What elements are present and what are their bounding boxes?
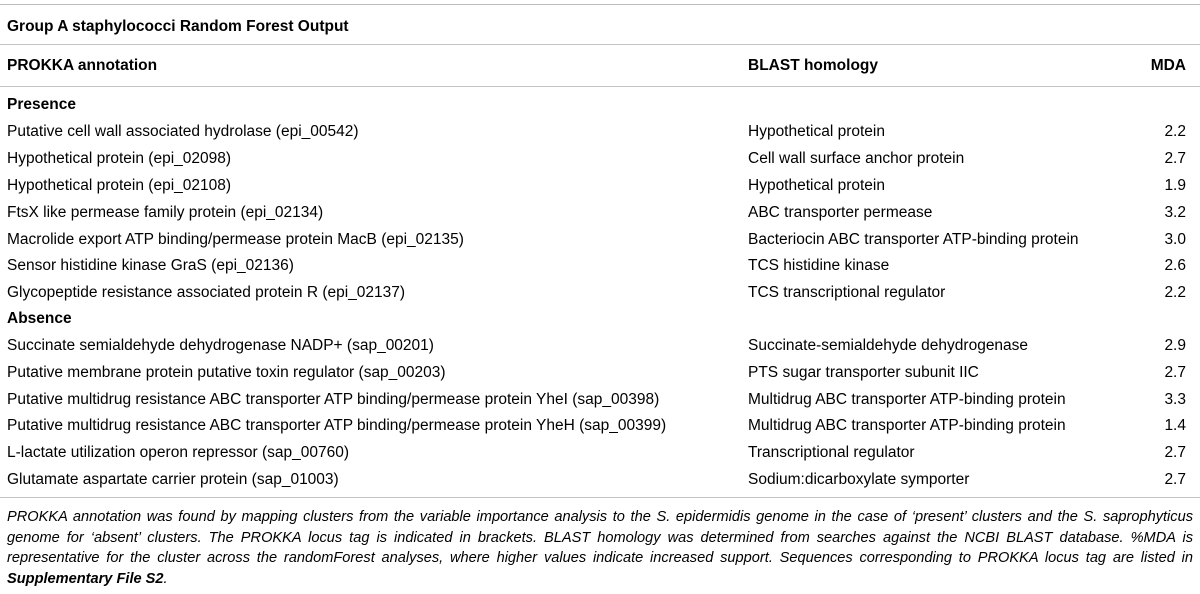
cell-mda: 2.9 bbox=[1164, 337, 1186, 354]
cell-mda: 1.9 bbox=[1164, 177, 1186, 194]
header-mda: MDA bbox=[1150, 57, 1186, 74]
table-row bbox=[0, 280, 1200, 306]
cell-annotation: Macrolide export ATP binding/permease protein MacB (epi_02135) bbox=[7, 231, 464, 248]
cell-homology: Multidrug ABC transporter ATP-binding protein bbox=[748, 417, 1066, 434]
table-row bbox=[0, 387, 1200, 413]
cell-annotation: Putative cell wall associated hydrolase (epi_00542) bbox=[7, 123, 359, 140]
cell-homology: Succinate-semialdehyde dehydrogenase bbox=[748, 337, 1029, 354]
cell-mda: 2.2 bbox=[1164, 123, 1186, 140]
table-row bbox=[0, 119, 1200, 145]
cell-homology: Bacteriocin ABC transporter ATP-binding protein bbox=[748, 231, 1079, 248]
cell-mda: 2.7 bbox=[1164, 444, 1186, 461]
cell-annotation: Putative membrane protein putative toxin regulator (sap_00203) bbox=[7, 364, 446, 381]
table-row bbox=[0, 227, 1200, 253]
table-row bbox=[0, 333, 1200, 359]
cell-homology: Cell wall surface anchor protein bbox=[748, 150, 965, 167]
footnote-text: PROKKA annotation was found by mapping clusters from the variable importance analysis to the S. epidermidis genome in the case of ‘present’ clusters and the S. saprophyticus genome for ‘absent’ clusters. The PROKKA locus tag is indicated in brackets. BLAST homology was determined from searches against the NCBI BLAST database. %MDA is representative for the cluster across the randomForest analyses, where higher values indicate increased support. Sequences corresponding to PROKKA locus tag are listed in bbox=[7, 509, 1193, 566]
header-annotation: PROKKA annotation bbox=[7, 57, 158, 74]
cell-mda: 2.7 bbox=[1164, 364, 1186, 381]
table-row bbox=[0, 146, 1200, 172]
cell-homology: Transcriptional regulator bbox=[748, 444, 915, 461]
cell-mda: 2.6 bbox=[1164, 257, 1186, 274]
cell-annotation: Hypothetical protein (epi_02098) bbox=[7, 150, 232, 167]
table-row bbox=[0, 360, 1200, 386]
cell-mda: 3.0 bbox=[1164, 231, 1186, 248]
table-row bbox=[0, 467, 1200, 493]
cell-annotation: Putative multidrug resistance ABC transporter ATP binding/permease protein YheH (sap_00399) bbox=[7, 417, 667, 434]
cell-annotation: Putative multidrug resistance ABC transporter ATP binding/permease protein YheI (sap_00398) bbox=[7, 391, 660, 408]
table-title: Group A staphylococci Random Forest Output bbox=[7, 18, 349, 35]
table-footnote bbox=[7, 507, 1193, 589]
cell-homology: TCS transcriptional regulator bbox=[748, 284, 946, 301]
table-row bbox=[0, 253, 1200, 279]
table-row bbox=[0, 173, 1200, 199]
table-row bbox=[0, 440, 1200, 466]
cell-homology: Hypothetical protein bbox=[748, 123, 885, 140]
header-homology: BLAST homology bbox=[748, 57, 879, 74]
cell-homology: Multidrug ABC transporter ATP-binding protein bbox=[748, 391, 1066, 408]
cell-mda: 1.4 bbox=[1164, 417, 1186, 434]
section-label: Absence bbox=[7, 310, 72, 327]
cell-annotation: Hypothetical protein (epi_02108) bbox=[7, 177, 232, 194]
cell-homology: Sodium:dicarboxylate symporter bbox=[748, 471, 970, 488]
cell-annotation: Glycopeptide resistance associated protein R (epi_02137) bbox=[7, 284, 406, 301]
table-row bbox=[0, 413, 1200, 439]
section-absence bbox=[0, 306, 1200, 332]
header-row bbox=[0, 56, 1200, 76]
section-presence bbox=[0, 92, 1200, 118]
cell-mda: 2.7 bbox=[1164, 150, 1186, 167]
cell-annotation: FtsX like permease family protein (epi_02134) bbox=[7, 204, 324, 221]
cell-annotation: Succinate semialdehyde dehydrogenase NADP+ (sap_00201) bbox=[7, 337, 434, 354]
cell-mda: 2.2 bbox=[1164, 284, 1186, 301]
table-row bbox=[0, 200, 1200, 226]
footnote-divider bbox=[0, 497, 1200, 498]
cell-homology: PTS sugar transporter subunit IIC bbox=[748, 364, 979, 381]
footnote-end: . bbox=[163, 570, 168, 587]
cell-mda: 3.3 bbox=[1164, 391, 1186, 408]
cell-mda: 2.7 bbox=[1164, 471, 1186, 488]
title-divider bbox=[0, 44, 1200, 45]
top-rule bbox=[0, 4, 1200, 5]
cell-annotation: L-lactate utilization operon repressor (sap_00760) bbox=[7, 444, 350, 461]
cell-annotation: Sensor histidine kinase GraS (epi_02136) bbox=[7, 257, 294, 274]
section-label: Presence bbox=[7, 96, 76, 113]
cell-homology: Hypothetical protein bbox=[748, 177, 885, 194]
cell-annotation: Glutamate aspartate carrier protein (sap_01003) bbox=[7, 471, 339, 488]
cell-homology: ABC transporter permease bbox=[748, 204, 933, 221]
cell-homology: TCS histidine kinase bbox=[748, 257, 890, 274]
supplementary-file-link[interactable]: Supplementary File S2 bbox=[7, 570, 164, 587]
header-divider bbox=[0, 86, 1200, 87]
cell-mda: 3.2 bbox=[1164, 204, 1186, 221]
